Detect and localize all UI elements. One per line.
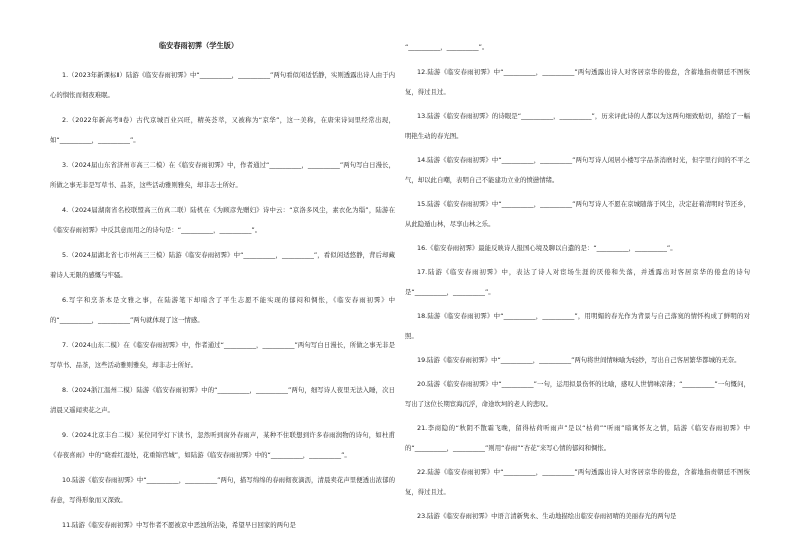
question-2: 2.（2022年新高考Ⅱ卷）古代京城百业兴旺，精英荟萃，又被称为“京华”，这一美称，在唐宋诗词里经常出现，如“__________，__________”。: [50, 116, 395, 144]
question-4: 4.（2024届湖南省名校联盟高三仿真二联）陆机在《为顾彦先赠妇》诗中云：“京洛多风尘，素衣化为缁”，陆游在《临安春雨初霁》中反其意而用之的诗句是：“__________，__________”。: [50, 206, 395, 234]
question-21: 21.李商隐的“秋阴不散霜飞晚，留得枯荷听雨声”是以“枯荷”“听雨”暗寓怀友之情，陆游《临安春雨初霁》中的“__________，__________”则用“春雨”“杏花”来写心情的郁闷和惆怅。: [405, 424, 750, 452]
question-3: 3.（2024届山东省济州市高三二模）在《临安春雨初霁》中，作者通过“__________，__________”两句写白日漫长，所做之事无非是写草书、品茶，这些活动雅则雅矣，却非志士所好。: [50, 161, 395, 189]
right-column: [405, 37, 750, 530]
question-22: 22.陆游《临安春雨初霁》中“__________，__________”两句透露出诗人对客居京华的倦怠，含蓄地指责朝廷不图恢复，得过且过。: [405, 468, 750, 496]
question-23: 23.陆游《临安春雨初霁》中语言清新隽永、生动地描绘出临安春雨初晴的美丽春光的两句是: [417, 512, 677, 520]
question-11-continued: “__________，__________”。: [405, 43, 489, 51]
question-17: 17.陆游《临安春雨初霁》中，表达了诗人对宦场生涯的厌倦和失落，并透露出对客居京华的倦怠的诗句是“__________，__________”。: [405, 268, 750, 296]
left-column: [50, 65, 395, 540]
question-5: 5.（2024届湖北省七市州高三三模）陆游《临安春雨初霁》中“__________，__________”，看似闲适悠静，背后却藏着诗人无限的感慨与牢骚。: [50, 251, 395, 279]
question-10: 10.陆游《临安春雨初霁》中“__________，__________”两句，描写绵绵的春雨彻夜滴沥，清晨卖花声里便透出浓郁的春意，写得形象而又深致。: [50, 476, 395, 504]
question-18: 18.陆游《临安春雨初霁》中“__________，__________”，用明媚的春光作为背景与自己落寞的情怀构成了鲜明的对照。: [405, 312, 750, 340]
question-7: 7.（2024山东二模）在《临安春雨初霁》中，作者通过“__________，__________”两句写白日漫长，所做之事无非是写草书、品茶，这些活动雅则雅矣，却非志士所好。: [50, 341, 395, 369]
question-14: 14.陆游《临安春雨初霁》中“__________，__________”两句写诗人闲居小楼写字品茶消磨时光，但字里行间的不平之气，却以此自嘲，表明自己不能建功立业的愤懑情绪。: [405, 156, 750, 184]
question-1: 1.（2023年新课标Ⅱ）陆游《临安春雨初霁》中“__________，__________”两句看似闲适恬静，实则透露出诗人由于内心的悯怅而彻夜难眠。: [50, 71, 395, 99]
question-19: 19.陆游《临安春雨初霁》中“__________，__________”两句将世间情味喻为轻纱，写出自己客居繁华都城的无奈。: [417, 356, 741, 364]
question-20: 20.陆游《临安春雨初霁》中“__________”一句，运用拟景伤怀的比喻，感叹人世情味凉薄；“__________”一句慨问，写出了这位长期宦海沉浮，命途坎坷的老人的悲叹。: [405, 380, 750, 408]
question-9: 9.（2024北京丰台二模）某位同学灯下读书，忽然听到窗外春雨声，某种不住联想到许多春雨润物的诗句，如杜甫《春夜喜雨》中的“晓看红湿处，花重锦官城”，如陆游《临安春雨初霁》中的“__________，__________”。: [50, 431, 395, 459]
question-15: 15.陆游《临安春雨初霁》中“__________，__________”两句写诗人不愿在京城随落于风尘，决定赶着清明时节还乡，从此隐遁山林，尽享山林之乐。: [405, 200, 750, 228]
page-title: 临安春雨初霁（学生版）: [158, 41, 239, 50]
question-12: 12.陆游《临安春雨初霁》中“__________，__________”两句透露出诗人对客居京华的倦怠，含蓄地指责朝廷不图恢复，得过且过。: [405, 68, 750, 96]
question-13: 13.陆游《临安春雨初霁》的诗眼是“__________，__________”，历来评此诗的人都以为这两句细致贴切，描绘了一幅明艳生动的春光图。: [405, 112, 750, 140]
question-6: 6.写字和烹茶本是文雅之事，在陆游笔下却暗含了平生志愿不能实现的郁闷和惆怅，《临安春雨初霁》中的“__________，__________”两句就体现了这一情感。: [50, 296, 395, 324]
question-8: 8.（2024浙江温州二模）陆游《临安春雨初霁》中的“__________，__________”两句，细写诗人夜里无法入睡，次日清晨又遥闻卖花之声。: [50, 386, 395, 414]
question-11: 11.陆游《临安春雨初霁》中写作者不愿被京中恶浊所沾染，希望早日回家的两句是: [62, 521, 296, 529]
question-16: 16.《临安春雨初霁》最能反映诗人报国心境及聊以自遣的是：“__________，__________”。: [417, 244, 677, 252]
